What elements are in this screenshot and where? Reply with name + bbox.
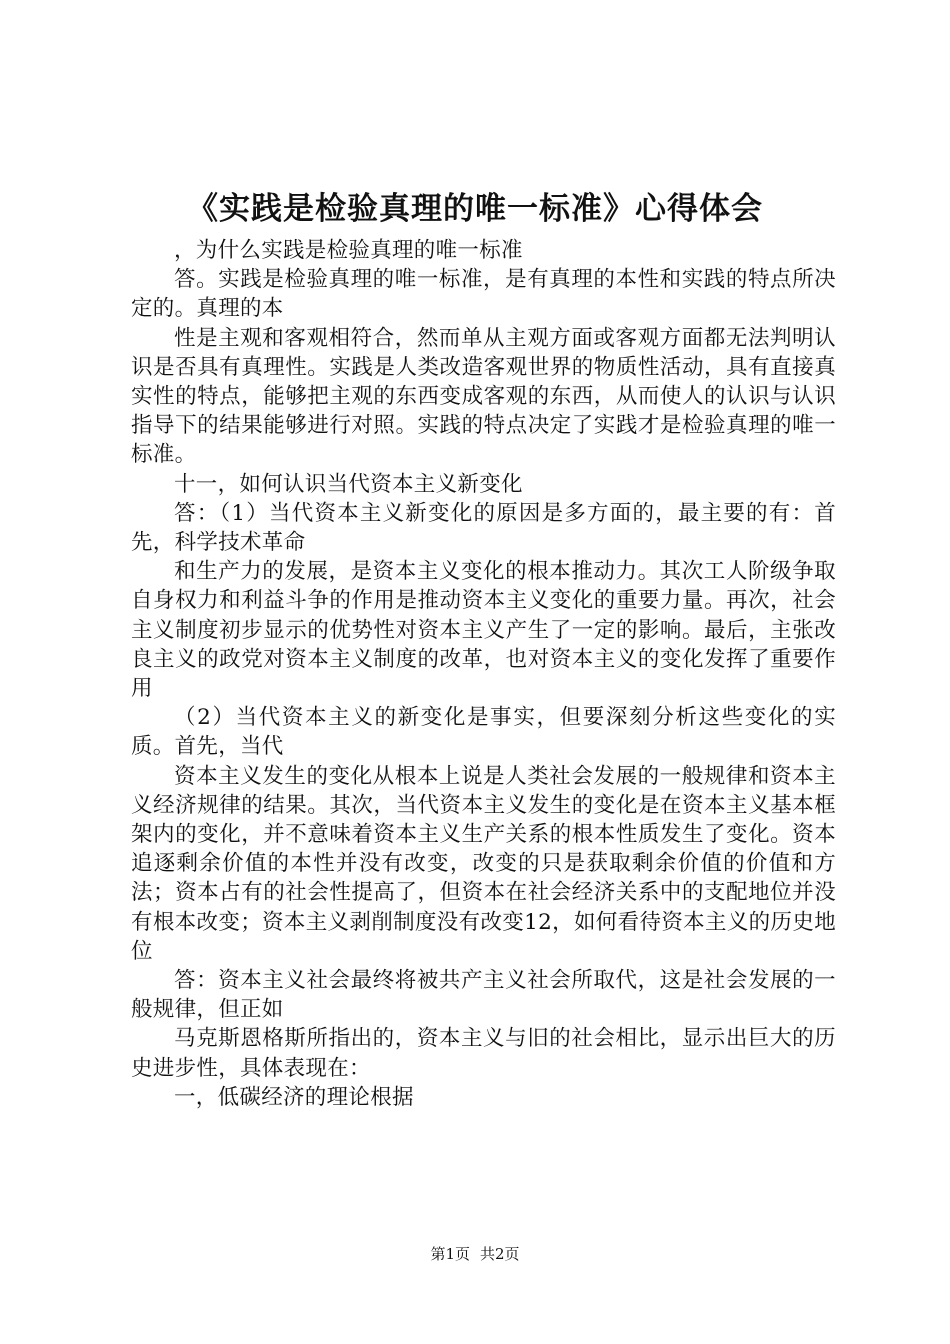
paragraph: 答。实践是检验真理的唯一标准，是有真理的本性和实践的特点所决定的。真理的本 bbox=[131, 267, 836, 322]
paragraph: 一，低碳经济的理论根据 bbox=[174, 1084, 414, 1110]
paragraph: 答：（1）当代资本主义新变化的原因是多方面的，最主要的有：首先，科学技术革命 bbox=[131, 500, 836, 556]
page-number: 第1页 bbox=[430, 1245, 470, 1263]
paragraph: 和生产力的发展，是资本主义变化的根本推动力。其次工人阶级争取自身权力和利益斗争的作用是推动资本主义变化的重要力量。再次，社会主义制度初步显示的优势性对资本主义产生了一定的影响。最后，主张改良主义的政党对资本主义制度的改革，也对资本主义的变化发挥了重要作用 bbox=[131, 559, 836, 702]
document-body bbox=[131, 236, 836, 1112]
paragraph: 资本主义发生的变化从根本上说是人类社会发展的一般规律和资本主义经济规律的结果。其次，当代资本主义发生的变化是在资本主义基本框架内的变化，并不意味着资本主义生产关系的根本性质发生了变化。资本追逐剩余价值的本性并没有改变，改变的只是获取剩余价值的价值和方法；资本占有的社会性提高了，但资本在社会经济关系中的支配地位并没有根本改变；资本主义剥削制度没有改变12，如何看待资本主义的历史地位 bbox=[131, 763, 836, 964]
paragraph: 性是主观和客观相符合，然而单从主观方面或客观方面都无法判明认识是否具有真理性。实践是人类改造客观世界的物质性活动，具有直接真实性的特点，能够把主观的东西变成客观的东西，从而使人的认识与认识指导下的结果能够进行对照。实践的特点决定了实践才是检验真理的唯一标准。 bbox=[131, 325, 836, 468]
paragraph: ，为什么实践是检验真理的唯一标准 bbox=[174, 238, 523, 263]
paragraph: 马克斯恩格斯所指出的，资本主义与旧的社会相比，显示出巨大的历史进步性，具体表现在： bbox=[131, 1026, 836, 1081]
paragraph: 答：资本主义社会最终将被共产主义社会所取代，这是社会发展的一般规律，但正如 bbox=[131, 968, 836, 1023]
page-count: 共2页 bbox=[480, 1245, 520, 1263]
page-footer bbox=[0, 1244, 950, 1264]
document-title: 《实践是检验真理的唯一标准》心得体会 bbox=[187, 191, 763, 227]
paragraph: （2）当代资本主义的新变化是事实，但要深刻分析这些变化的实质。首先，当代 bbox=[131, 705, 836, 760]
paragraph: 十一，如何认识当代资本主义新变化 bbox=[174, 471, 523, 497]
